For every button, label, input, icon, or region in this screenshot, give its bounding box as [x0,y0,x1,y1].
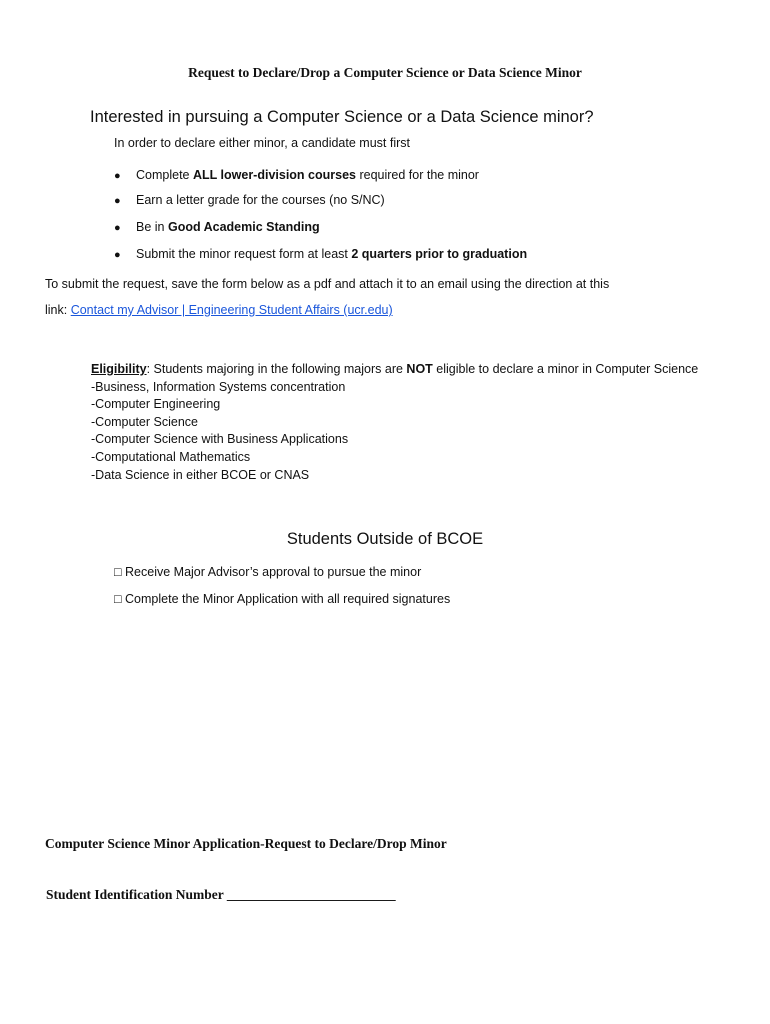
intro-text: In order to declare either minor, a candidate must first [114,136,410,150]
advisor-link-line [45,303,393,317]
bullet-text: Earn a letter grade for the courses (no S/NC) [136,193,385,207]
document-title: Request to Declare/Drop a Computer Science or Data Science Minor [188,65,582,80]
list-item [114,193,385,207]
ineligible-major: -Computational Mathematics [91,449,251,464]
ineligible-major: -Data Science in either BCOE or CNAS [91,467,310,482]
submit-instructions: To submit the request, save the form below as a pdf and attach it to an email using the direction at this [45,277,610,291]
list-item [114,168,479,182]
list-item [114,220,320,234]
bullet-bold-text: ALL lower-division courses [192,168,356,182]
ineligible-major: -Computer Engineering [91,397,221,412]
eligibility-section [91,361,698,484]
eligibility-label: Eligibility [91,362,147,376]
eligibility-text: : Students majoring in the following majors are [146,362,407,376]
contact-advisor-link[interactable]: Contact my Advisor | Engineering Student Affairs (ucr.edu) [70,303,393,317]
checklist-item-minor-application: □ Complete the Minor Application with all required signatures [114,592,451,606]
outside-bcoe-heading: Students Outside of BCOE [286,530,484,548]
bullet-bold-text: 2 quarters prior to graduation [351,247,528,261]
bullet-bold-text: Good Academic Standing [167,220,320,234]
bullet-text: Be in [136,220,168,234]
bullet-icon: ● [114,222,121,234]
bullet-text: Complete [136,168,193,182]
link-prefix: link: [45,303,71,317]
student-id-field: Student Identification Number _________________________ [46,887,396,902]
page-heading: Interested in pursuing a Computer Science or a Data Science minor? [90,108,594,126]
ineligible-major: -Business, Information Systems concentration [91,379,346,394]
eligibility-not: NOT [406,362,433,376]
ineligible-major: -Computer Science with Business Applications [91,432,349,447]
bullet-text: required for the minor [356,168,479,182]
bullet-icon: ● [114,195,121,207]
eligibility-statement [91,361,698,379]
eligibility-text: eligible to declare a minor in Computer Science [432,362,699,376]
checklist-item-advisor-approval: □ Receive Major Advisor’s approval to pursue the minor [114,565,422,579]
bullet-icon: ● [114,249,121,261]
ineligible-major: -Computer Science [91,414,198,429]
application-title: Computer Science Minor Application-Request to Declare/Drop Minor [45,836,447,851]
bullet-icon: ● [114,170,121,182]
list-item [114,247,527,261]
bullet-text: Submit the minor request form at least [136,247,352,261]
